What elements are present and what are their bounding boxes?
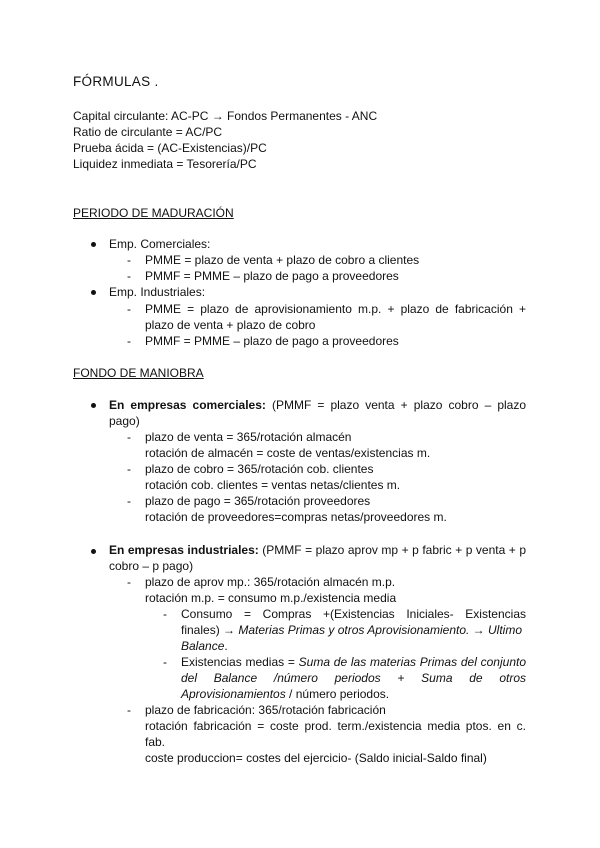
dash-marker: - xyxy=(127,253,131,267)
subsubitem-consumo-cont xyxy=(181,623,522,638)
page-title: FÓRMULAS . xyxy=(73,74,159,89)
subitem-rotacion-fabricacion-cont: fab. xyxy=(145,735,166,749)
subitem-rotacion-proveedores: rotación de proveedores=compras netas/proveedores m. xyxy=(145,510,447,524)
consumo-balance-dot: . xyxy=(224,639,228,653)
dash-marker: - xyxy=(163,607,167,621)
subitem-plazo-venta: plazo de venta = 365/rotación almacén xyxy=(145,430,352,444)
existencias-aprovisionamientos: Aprovisionamientos xyxy=(181,687,286,701)
subitem-pmmf-industriales: PMMF = PMME – plazo de pago a proveedores xyxy=(145,334,399,348)
formula-ratio-circulante: Ratio de circulante = AC/PC xyxy=(73,125,223,139)
item-empresas-comerciales-cont: pago) xyxy=(109,414,140,428)
item-empresas-industriales xyxy=(109,543,526,558)
subitem-plazo-aprov-mp: plazo de aprov mp.: 365/rotación almacén m.p. xyxy=(145,575,396,589)
item-empresas-comerciales xyxy=(109,398,526,413)
subsubitem-consumo: Consumo = Compras +(Existencias Iniciales- Existencias xyxy=(181,607,526,621)
bullet-icon xyxy=(91,290,96,295)
item-empresas-comerciales-formula: (PMMF = plazo venta + plazo cobro – plazo xyxy=(265,398,527,412)
subitem-plazo-cobro: plazo de cobro = 365/rotación cob. clientes xyxy=(145,462,374,476)
subitem-coste-produccion: coste produccion= costes del ejercicio- (Saldo inicial-Saldo final) xyxy=(145,751,487,765)
subitem-rotacion-mp: rotación m.p. = consumo m.p./existencia media xyxy=(145,591,397,605)
item-empresas-industriales-formula: (PMMF = plazo aprov mp + p fabric + p venta + p xyxy=(258,543,526,557)
subitem-rotacion-cob-clientes: rotación cob. clientes = ventas netas/clientes m. xyxy=(145,478,401,492)
dash-marker: - xyxy=(127,575,131,589)
item-empresas-comerciales-label: En empresas comerciales: xyxy=(109,398,266,412)
section-heading-fondo-maniobra: FONDO DE MANIOBRA xyxy=(73,366,204,380)
existencias-numero-periodos: / número periodos. xyxy=(285,687,390,701)
dash-marker: - xyxy=(127,302,131,316)
dash-marker: - xyxy=(127,269,131,283)
subitem-rotacion-almacen: rotación de almacén = coste de ventas/existencias m. xyxy=(145,446,431,460)
dash-marker: - xyxy=(127,703,131,717)
subsubitem-existencias-medias-cont2 xyxy=(181,687,389,702)
existencias-medias-label: Existencias medias = xyxy=(181,655,299,669)
consumo-arrow-text: → xyxy=(469,623,489,637)
formula-prueba-acida: Prueba ácida = (AC-Existencias)/PC xyxy=(73,141,267,155)
dash-marker: - xyxy=(163,655,167,669)
consumo-ultimo-text: Ultimo xyxy=(488,623,523,637)
item-emp-comerciales: Emp. Comerciales: xyxy=(109,237,211,251)
subitem-rotacion-fabricacion: rotación fabricación = coste prod. term./existencia media ptos. en c. xyxy=(145,719,526,733)
formula-capital-circulante: Capital circulante: AC-PC → Fondos Permanentes - ANC xyxy=(73,109,378,123)
section-heading-periodo-maduracion: PERIODO DE MADURACIÓN xyxy=(73,206,234,220)
item-empresas-industriales-label: En empresas industriales: xyxy=(109,543,259,557)
subsubitem-existencias-medias xyxy=(181,655,526,670)
subitem-plazo-pago: plazo de pago = 365/rotación proveedores xyxy=(145,494,371,508)
bullet-icon xyxy=(91,242,96,247)
bullet-icon xyxy=(91,549,96,554)
item-emp-industriales: Emp. Industriales: xyxy=(109,285,206,299)
dash-marker: - xyxy=(127,462,131,476)
dash-marker: - xyxy=(127,494,131,508)
bullet-icon xyxy=(91,403,96,408)
item-empresas-industriales-cont: cobro – p pago) xyxy=(109,559,194,573)
dash-marker: - xyxy=(127,334,131,348)
existencias-medias-suma: Suma de las materias Primas del conjunto xyxy=(298,655,526,669)
consumo-finales-text: finales) → xyxy=(181,623,239,637)
subsubitem-existencias-medias-cont: del Balance /número periodos + Suma de otros xyxy=(181,671,526,685)
subitem-plazo-fabricacion: plazo de fabricación: 365/rotación fabricación xyxy=(145,703,386,717)
consumo-balance-text: Balance xyxy=(181,639,225,653)
formula-liquidez-inmediata: Liquidez inmediata = Tesorería/PC xyxy=(73,157,257,171)
subitem-pmme-comerciales: PMME = plazo de venta + plazo de cobro a clientes xyxy=(145,253,420,267)
subitem-pmme-industriales-cont: plazo de venta + plazo de cobro xyxy=(145,318,316,332)
subsubitem-consumo-cont2 xyxy=(181,639,228,654)
dash-marker: - xyxy=(127,430,131,444)
consumo-materias-primas-text: Materias Primas y otros Aprovisionamiento. xyxy=(238,623,470,637)
subitem-pmme-industriales: PMME = plazo de aprovisionamiento m.p. + plazo de fabricación + xyxy=(145,302,526,316)
subitem-pmmf-comerciales: PMMF = PMME – plazo de pago a proveedores xyxy=(145,269,399,283)
